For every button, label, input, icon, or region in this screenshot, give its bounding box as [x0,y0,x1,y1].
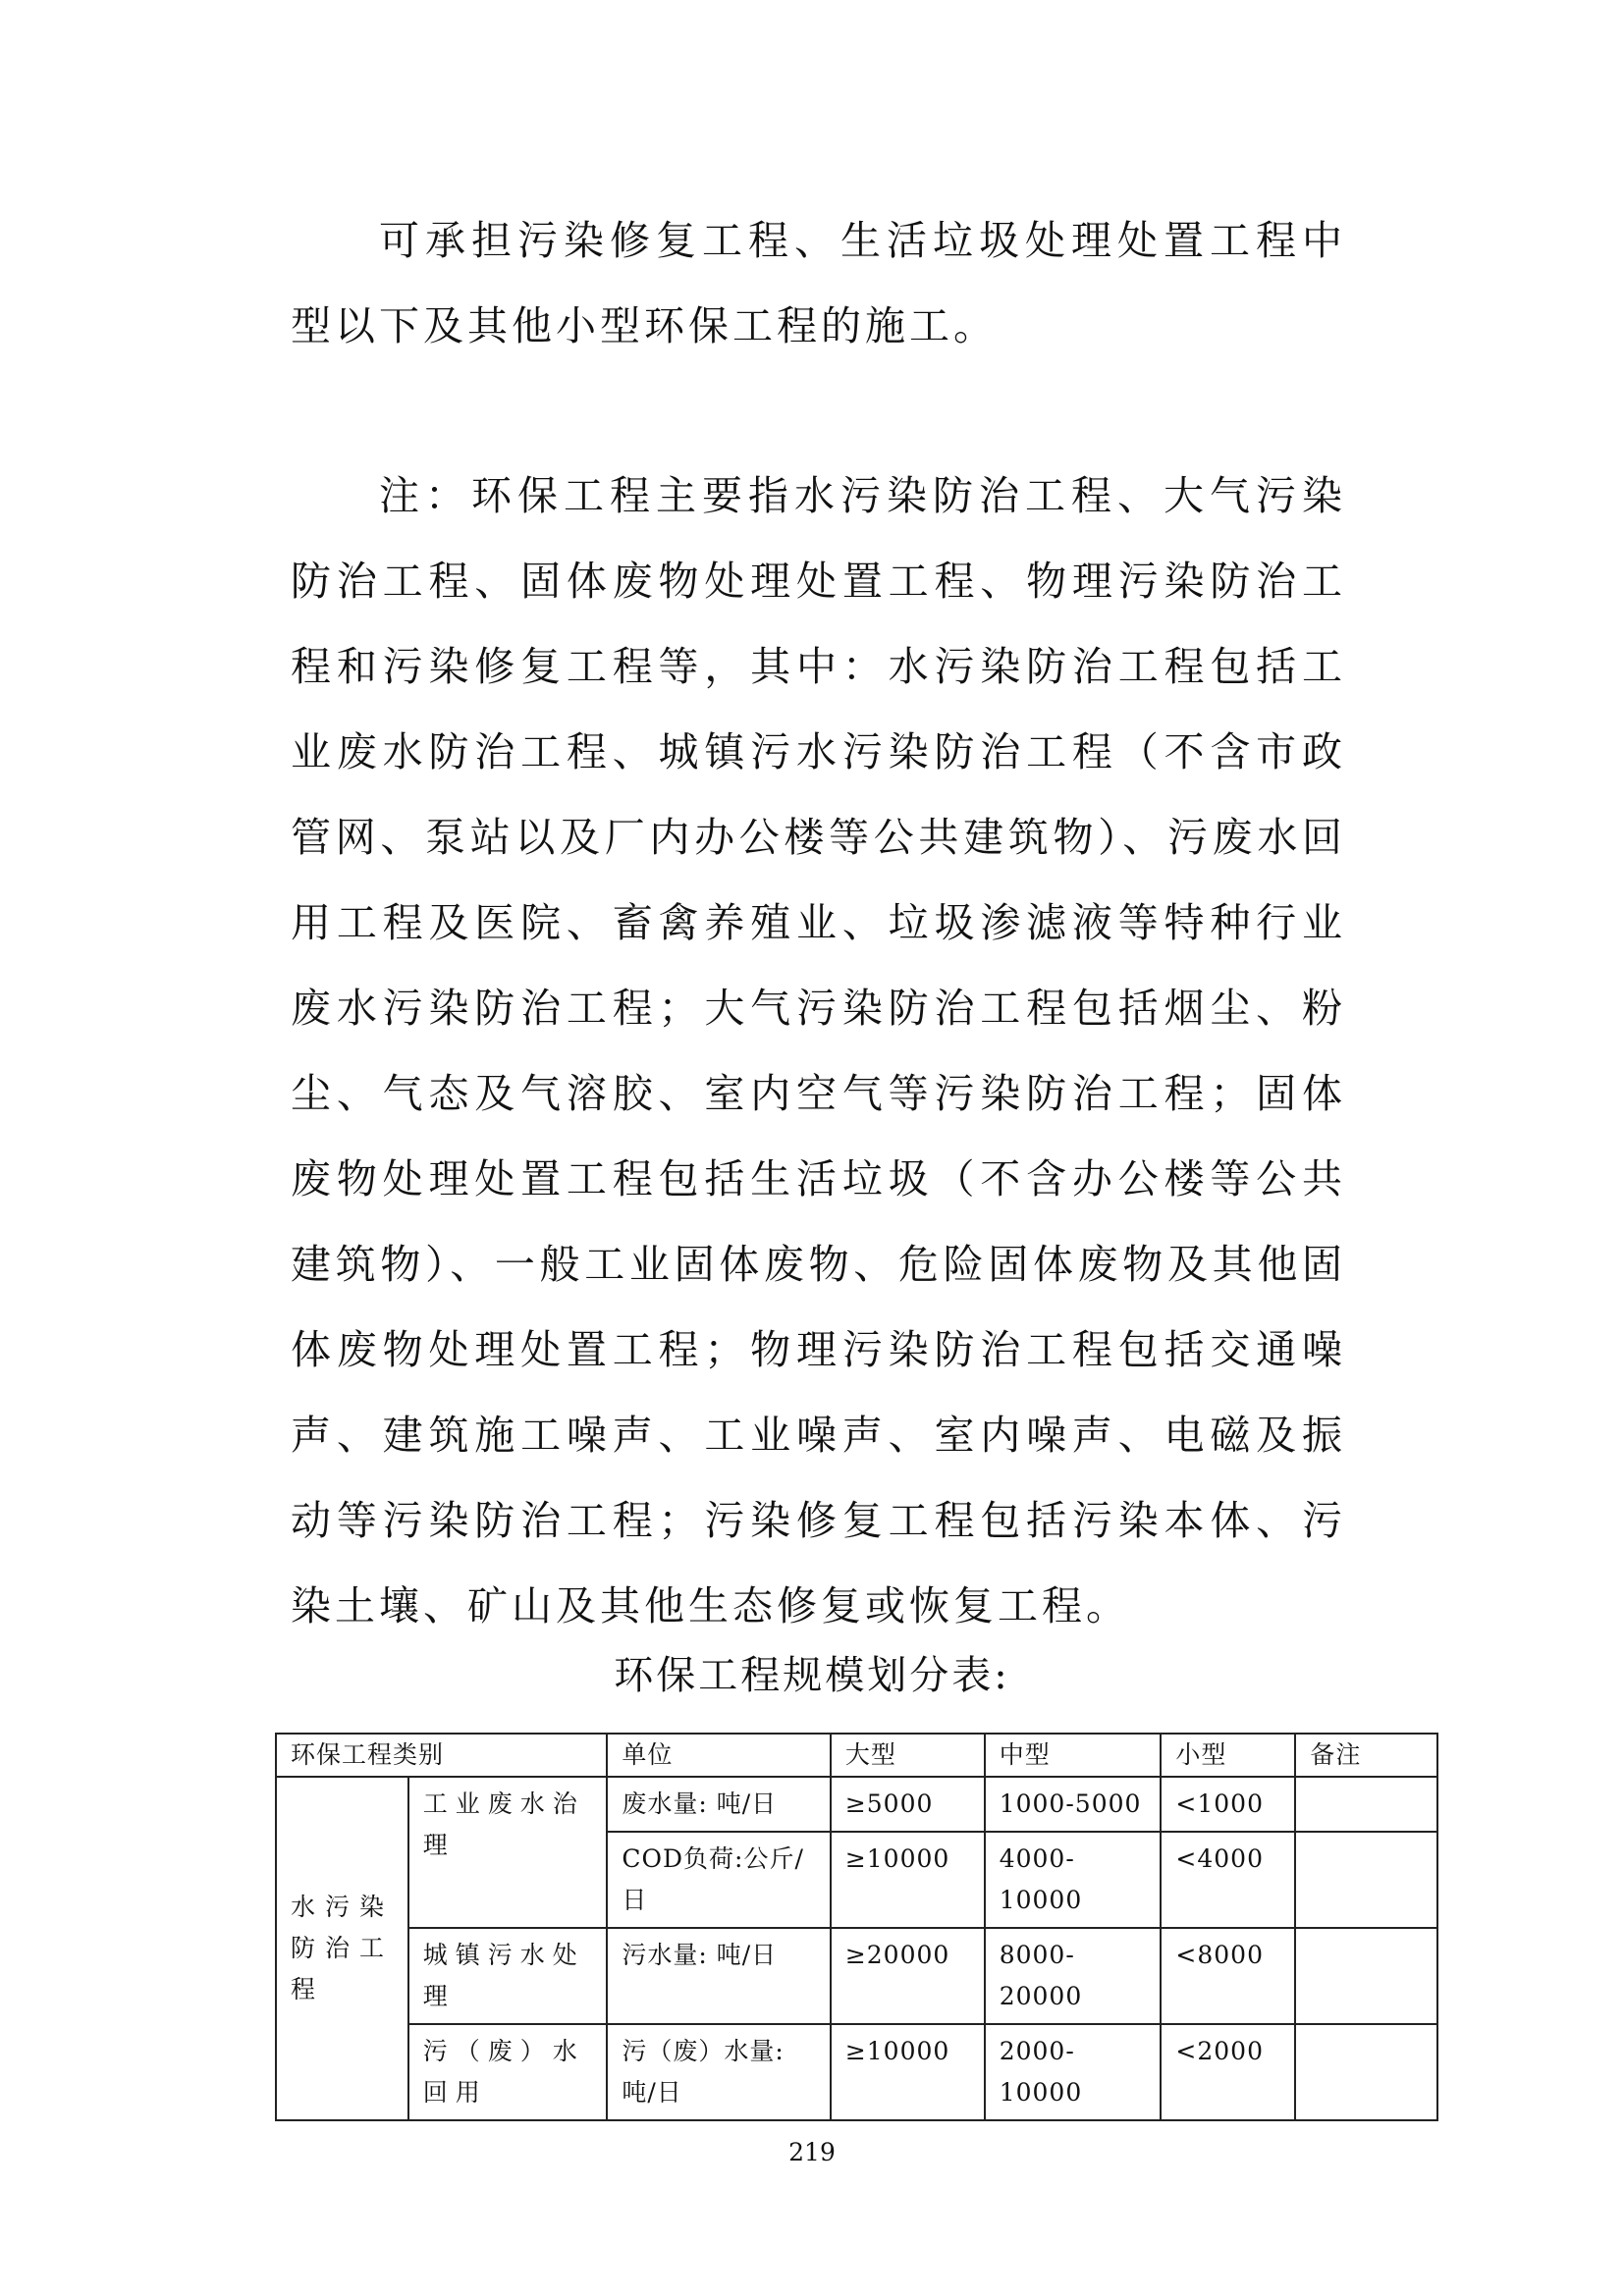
note-cell [1295,1928,1437,2024]
medium-cell: 8000-20000 [985,1928,1162,2024]
header-category: 环保工程类别 [276,1734,607,1777]
table-row [276,1777,1437,1832]
small-cell: <1000 [1161,1777,1295,1832]
medium-cell: 2000-10000 [985,2024,1162,2120]
table-row [276,2024,1437,2120]
header-medium: 中型 [985,1734,1162,1777]
large-cell: ≥20000 [831,1928,985,2024]
note-cell [1295,1832,1437,1928]
medium-cell: 1000-5000 [985,1777,1162,1832]
large-cell: ≥5000 [831,1777,985,1832]
paragraph-scope: 可承担污染修复工程、生活垃圾处理处置工程中型以下及其他小型环保工程的施工。 [291,217,1346,349]
unit-cell: 污（废）水量: 吨/日 [607,2024,830,2120]
header-small: 小型 [1161,1734,1295,1777]
small-cell: <4000 [1161,1832,1295,1928]
table-title: 环保工程规模划分表: [614,1653,1010,1698]
header-unit: 单位 [607,1734,830,1777]
subcategory-cell: 工业废水治理 [408,1777,608,1928]
large-cell: ≥10000 [831,2024,985,2120]
unit-cell: 废水量: 吨/日 [607,1777,830,1832]
small-cell: <2000 [1161,2024,1295,2120]
small-cell: <8000 [1161,1928,1295,2024]
header-note: 备注 [1295,1734,1437,1777]
subcategory-cell: 城镇污水处理 [408,1928,608,2024]
scale-table [275,1733,1438,2121]
note-cell [1295,1777,1437,1832]
page-number: 219 [788,2138,836,2166]
medium-cell: 4000-10000 [985,1832,1162,1928]
large-cell: ≥10000 [831,1832,985,1928]
table-header-row [276,1734,1437,1777]
header-large: 大型 [831,1734,985,1777]
paragraph-note: 注：环保工程主要指水污染防治工程、大气污染防治工程、固体废物处理处置工程、物理污染防治工程和污染修复工程等，其中：水污染防治工程包括工业废水防治工程、城镇污水污染防治工程（不含市政管网、泵站以及厂内办公楼等公共建筑物）、污废水回用工程及医院、畜禽养殖业、垃圾渗滤液等特种行业废水污染防治工程；大气污染防治工程包括烟尘、粉尘、气态及气溶胶、室内空气等污染防治工程；固体废物处理处置工程包括生活垃圾（不含办公楼等公共建筑物）、一般工业固体废物、危险固体废物及其他固体废物处理处置工程；物理污染防治工程包括交通噪声、建筑施工噪声、工业噪声、室内噪声、电磁及振动等污染防治工程；污染修复工程包括污染本体、污染土壤、矿山及其他生态修复或恢复工程。 [291,472,1346,1629]
unit-cell: 污水量: 吨/日 [607,1928,830,2024]
category-cell: 水污染防治工程 [276,1777,408,2120]
note-cell [1295,2024,1437,2120]
table-row [276,1928,1437,2024]
unit-cell: COD负荷:公斤/日 [607,1832,830,1928]
subcategory-cell: 污（废）水回用 [408,2024,608,2120]
